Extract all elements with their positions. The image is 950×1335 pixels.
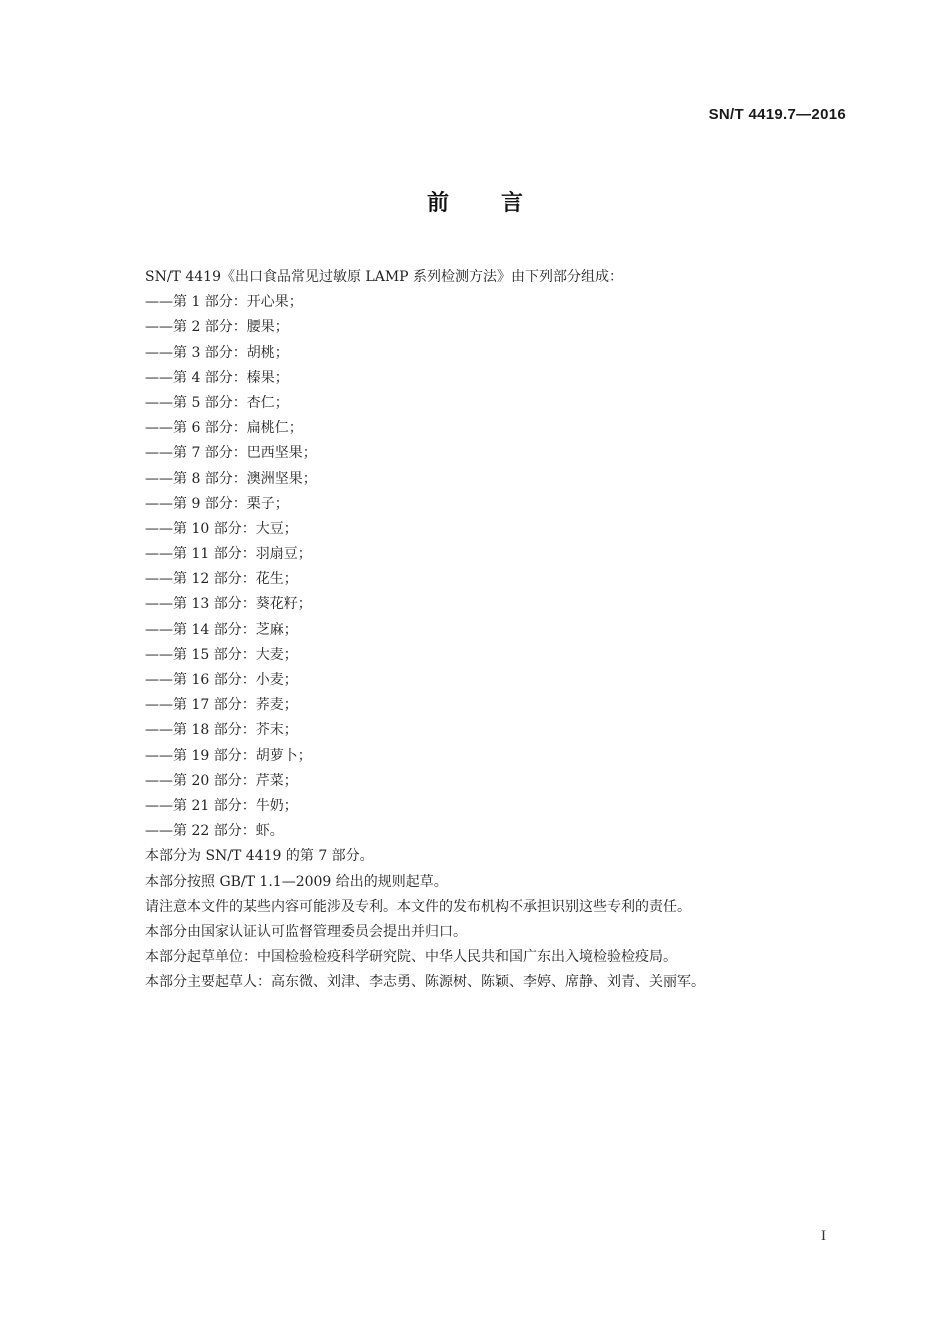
list-item: ——第 6 部分：扁桃仁； xyxy=(145,420,303,437)
parts-list xyxy=(145,290,825,844)
list-item: ——第 7 部分：巴西坚果； xyxy=(145,445,317,462)
statements-block xyxy=(145,844,825,995)
statement-part-number: 本部分为 SN/T 4419 的第 7 部分。 xyxy=(145,848,374,865)
statement-patent-notice: 请注意本文件的某些内容可能涉及专利。本文件的发布机构不承担识别这些专利的责任。 xyxy=(145,898,691,915)
list-item: ——第 14 部分：芝麻； xyxy=(145,621,298,638)
list-item: ——第 9 部分：栗子； xyxy=(145,495,289,512)
intro-paragraph: SN/T 4419《出口食品常见过敏原 LAMP 系列检测方法》由下列部分组成： xyxy=(145,269,624,285)
list-item: ——第 10 部分：大豆； xyxy=(145,520,298,537)
statement-drafting-rules: 本部分按照 GB/T 1.1—2009 给出的规则起草。 xyxy=(145,873,448,890)
list-item: ——第 16 部分：小麦； xyxy=(145,672,298,688)
list-item: ——第 17 部分：荞麦； xyxy=(145,697,298,714)
list-item: ——第 20 部分：芹菜； xyxy=(145,772,298,789)
list-item: ——第 12 部分：花生； xyxy=(145,571,298,588)
statement-proposer: 本部分由国家认证认可监督管理委员会提出并归口。 xyxy=(145,923,467,940)
list-item: ——第 21 部分：牛奶； xyxy=(145,797,298,814)
list-item: ——第 8 部分：澳洲坚果； xyxy=(145,470,317,487)
list-item: ——第 4 部分：榛果； xyxy=(145,369,289,386)
list-item: ——第 19 部分：胡萝卜； xyxy=(145,747,312,764)
statement-drafting-units: 本部分起草单位：中国检验检疫科学研究院、中华人民共和国广东出入境检验检疫局。 xyxy=(145,949,677,966)
list-item: ——第 15 部分：大麦； xyxy=(145,646,298,663)
list-item: ——第 13 部分：葵花籽； xyxy=(145,596,312,613)
list-item: ——第 11 部分：羽扇豆； xyxy=(145,546,312,563)
page-title: 前言 xyxy=(426,191,575,216)
foreword-body xyxy=(145,265,825,995)
page-number: I xyxy=(821,1228,826,1244)
list-item: ——第 3 部分：胡桃； xyxy=(145,344,289,361)
list-item: ——第 5 部分：杏仁； xyxy=(145,394,289,411)
standard-code: SN/T 4419.7—2016 xyxy=(708,106,846,123)
list-item: ——第 2 部分：腰果； xyxy=(145,319,289,336)
list-item: ——第 18 部分：芥末； xyxy=(145,722,298,739)
list-item: ——第 1 部分：开心果； xyxy=(145,294,303,311)
list-item: ——第 22 部分：虾。 xyxy=(145,823,284,840)
statement-drafters: 本部分主要起草人：高东微、刘津、李志勇、陈源树、陈颖、李婷、席静、刘青、关丽军。 xyxy=(145,974,705,991)
